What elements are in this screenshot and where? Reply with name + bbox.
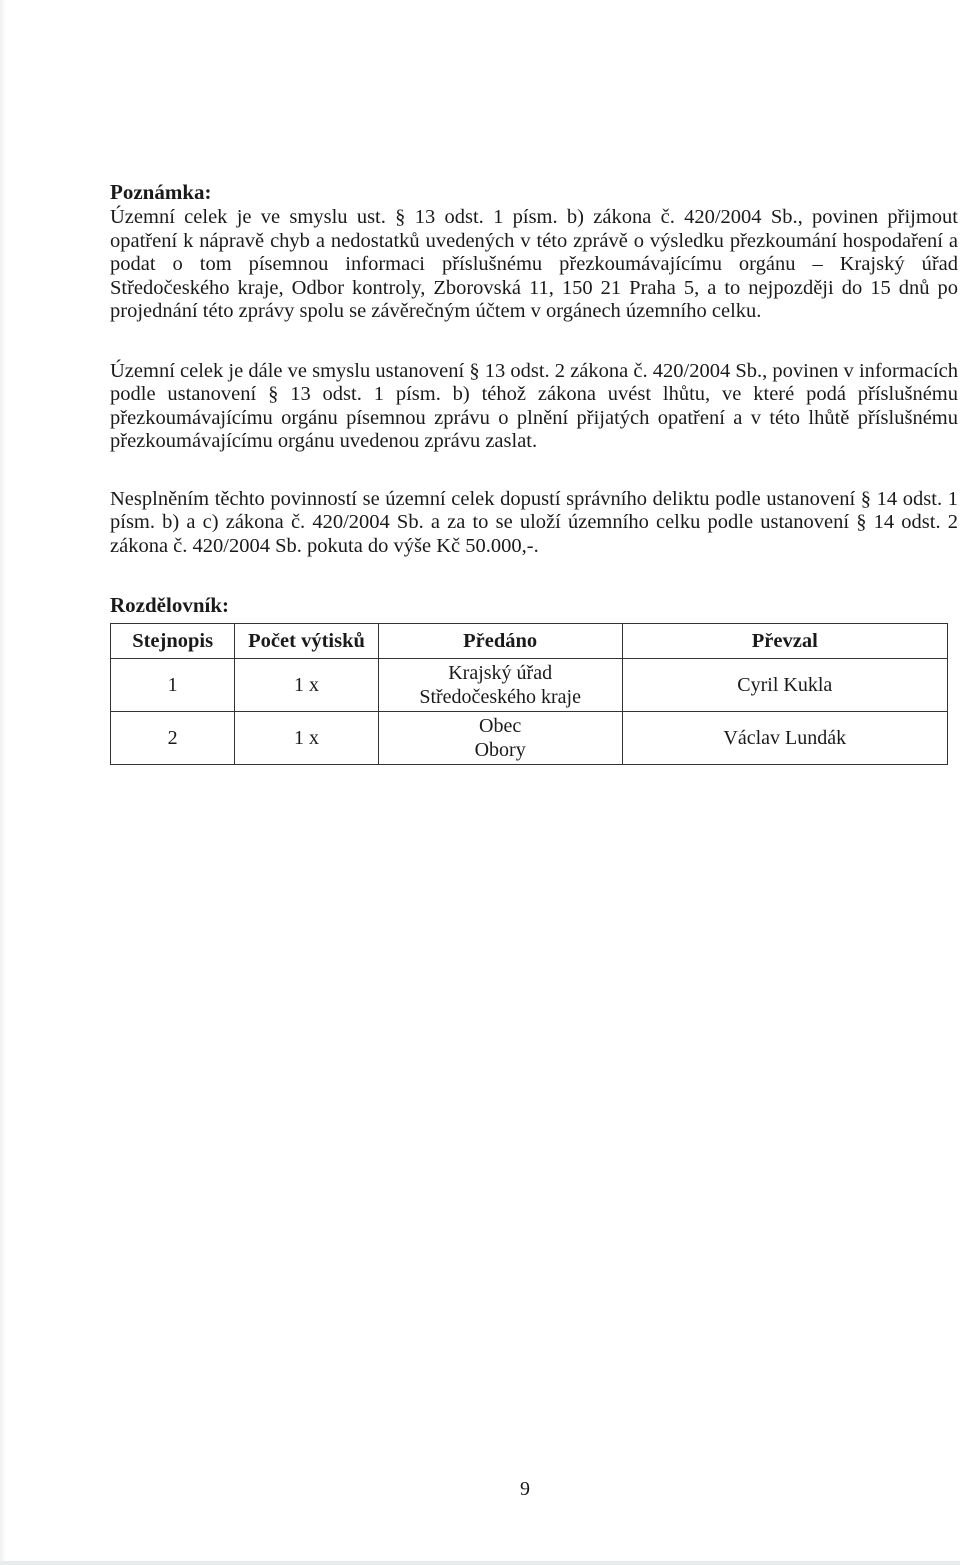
header-count: Počet výtisků (235, 624, 378, 659)
header-received: Převzal (622, 624, 947, 659)
cell-given-line-2: Středočeského kraje (419, 686, 581, 708)
scan-edge (0, 0, 6, 1565)
table-row (111, 712, 948, 765)
scan-bottom-edge (0, 1561, 960, 1565)
note-heading: Poznámka: (110, 180, 212, 204)
page-number: 9 (520, 1478, 530, 1500)
table-header-row (111, 624, 948, 659)
cell-received: Cyril Kukla (622, 659, 947, 712)
header-copy: Stejnopis (111, 624, 235, 659)
cell-copy: 2 (111, 712, 235, 765)
cell-given-line-1: Obec (479, 715, 522, 737)
cell-count: 1 x (235, 712, 378, 765)
cell-received: Václav Lundák (622, 712, 947, 765)
cell-copy: 1 (111, 659, 235, 712)
cell-given-line-1: Krajský úřad (448, 662, 553, 684)
cell-count: 1 x (235, 659, 378, 712)
header-given: Předáno (378, 624, 622, 659)
table-row (111, 659, 948, 712)
cell-given (378, 659, 622, 712)
distribution-table (110, 623, 948, 765)
cell-given-line-2: Obory (474, 739, 526, 761)
note-paragraph-1: Územní celek je ve smyslu ust. § 13 odst. 1 písm. b) zákona č. 420/2004 Sb., povinen přijmout opatření k nápravě chyb a nedostatků uvedených v této zprávě o výsledku přezkoumání hospodaření a podat o tom písemnou informaci příslušnému přezkoumávajícímu orgánu – Krajský úřad Středočeského kraje, Odbor kontroly, Zborovská 11, 150 21 Praha 5, a to nejpozději do 15 dnů po projednání této zprávy spolu se závěrečným účtem v orgánech územního celku. (110, 206, 958, 322)
page-content (110, 178, 958, 765)
note-paragraph-3: Nesplněním těchto povinností se územní celek dopustí správního deliktu podle ustanovení § 14 odst. 1 písm. b) a c) zákona č. 420/2004 Sb. a za to se uloží územního celku podle ustanovení § 14 odst. 2 zákona č. 420/2004 Sb. pokuta do výše Kč 50.000,-. (110, 487, 958, 557)
cell-given (378, 712, 622, 765)
note-paragraph-2: Územní celek je dále ve smyslu ustanovení § 13 odst. 2 zákona č. 420/2004 Sb., povinen v informacích podle ustanovení § 13 odst. 1 písm. b) téhož zákona uvést lhůtu, ve které podá příslušnému přezkoumávajícímu orgánu písemnou zprávu o plnění přijatých opatření a v této lhůtě příslušnému přezkoumávajícímu orgánu uvedenou zprávu zaslat. (110, 359, 958, 452)
distribution-title: Rozdělovník: (110, 593, 230, 617)
